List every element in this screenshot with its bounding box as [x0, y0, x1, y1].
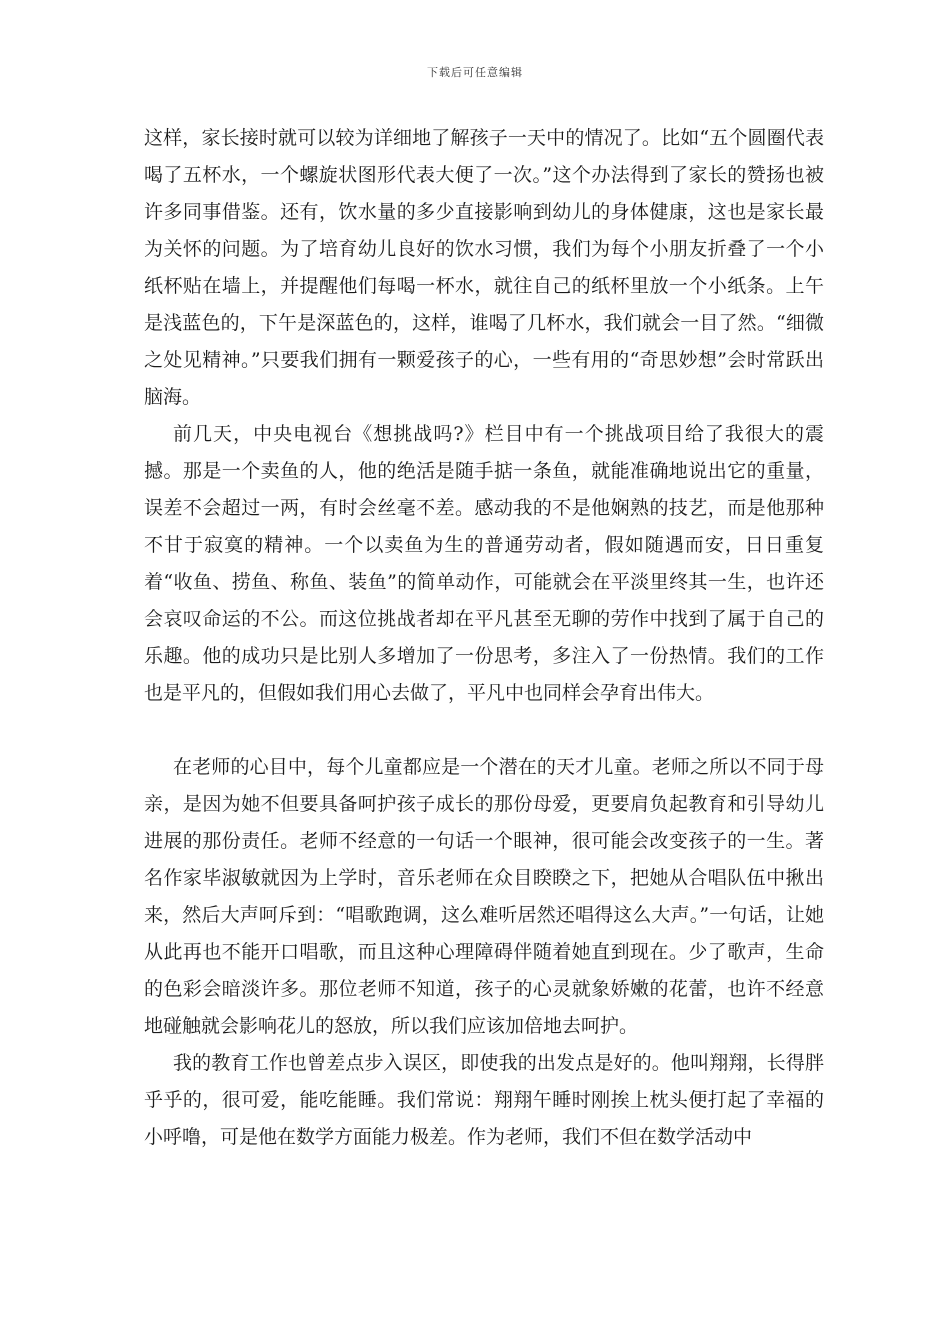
paragraph-3: 在老师的心目中，每个儿童都应是一个潜在的天才儿童。老师之所以不同于母亲，是因为她不但要具备呵护孩子成长的那份母爱，更要肩负起教育和引导幼儿进展的那份责任。老师不经意的一句话一个眼神，很可能会改变孩子的一生。著名作家毕淑敏就因为上学时，音乐老师在众目睽睽之下，把她从合唱队伍中揪出来，然后大声呵斥到：“唱歌跑调，这么难听居然还唱得这么大声。”一句话，让她从此再也不能开口唱歌，而且这种心理障碍伴随着她直到现在。少了歌声，生命的色彩会暗淡许多。那位老师不知道，孩子的心灵就象娇嫩的花蕾，也许不经意地碰触就会影响花儿的怒放，所以我们应该加倍地去呵护。	[144, 756, 824, 1037]
paragraph-1: 这样，家长接时就可以较为详细地了解孩子一天中的情况了。比如“五个圆圈代表喝了五杯水，一个螺旋状图形代表大便了一次。”这个办法得到了家长的赞扬也被许多同事借鉴。还有，饮水量的多少直接影响到幼儿的身体健康，这也是家长最为关怀的问题。为了培育幼儿良好的饮水习惯，我们为每个小朋友折叠了一个小纸杯贴在墙上，并提醒他们每喝一杯水，就往自己的纸杯里放一个小纸条。上午是浅蓝色的，下午是深蓝色的，这样，谁喝了几杯水，我们就会一目了然。“细微之处见精神。”只要我们拥有一颗爱孩子的心，一些有用的“奇思妙想”会时常跃出脑海。	[144, 127, 824, 408]
paragraph-2: 前几天，中央电视台《想挑战吗?》栏目中有一个挑战项目给了我很大的震撼。那是一个卖鱼的人，他的绝活是随手掂一条鱼，就能准确地说出它的重量，误差不会超过一两，有时会丝毫不差。感动我的不是他娴熟的技艺，而是他那种不甘于寂寞的精神。一个以卖鱼为生的普通劳动者，假如随遇而安，日日重复着“收鱼、捞鱼、称鱼、装鱼”的简单动作，可能就会在平淡里终其一生，也许还会哀叹命运的不公。而这位挑战者却在平凡甚至无聊的劳作中找到了属于自己的乐趣。他的成功只是比别人多增加了一份思考，多注入了一份热情。我们的工作也是平凡的，但假如我们用心去做了，平凡中也同样会孕育出伟大。	[144, 423, 824, 704]
paragraph-4: 我的教育工作也曾差点步入误区，即使我的出发点是好的。他叫翔翔，长得胖乎乎的，很可爱，能吃能睡。我们常说：翔翔午睡时刚挨上枕头便打起了幸福的小呼噜，可是他在数学方面能力极差。作为老师，我们不但在数学活动中	[144, 1052, 824, 1148]
paragraph-spacer	[144, 712, 824, 749]
document-body	[144, 120, 824, 1156]
page-header: 下载后可任意编辑	[427, 66, 523, 79]
